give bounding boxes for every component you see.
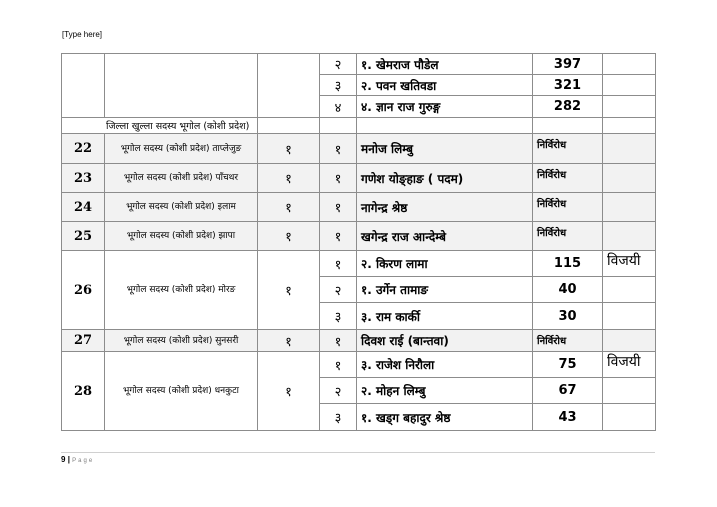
footer-divider <box>61 452 655 453</box>
serial-cell: १ <box>320 330 357 352</box>
serial-cell: ३ <box>320 303 357 330</box>
serial-cell: २ <box>320 277 357 303</box>
seat-count: १ <box>258 251 320 330</box>
serial-cell: ३ <box>320 404 357 431</box>
vote-count: 43 <box>533 404 603 431</box>
unopposed-label: निर्विरोध <box>533 193 603 222</box>
candidate-name: १. खेमराज पौडेल <box>357 54 533 75</box>
unopposed-label: निर्विरोध <box>533 222 603 251</box>
candidate-name: खगेन्द्र राज आन्देम्बे <box>357 222 533 251</box>
serial-cell: १ <box>320 352 357 378</box>
candidate-name: २. किरण लामा <box>357 251 533 277</box>
candidate-name: ३. राजेश निरौला <box>357 352 533 378</box>
seat-count: १ <box>258 330 320 352</box>
candidate-name: १. उर्गेन तामाङ <box>357 277 533 303</box>
section-heading-row <box>62 118 656 134</box>
vote-count: 321 <box>533 75 603 96</box>
row-number: 23 <box>62 164 105 193</box>
row-number: 28 <box>62 352 105 431</box>
section-heading: जिल्ला खुल्ला सदस्य भूगोल (कोशी प्रदेश) <box>62 118 258 134</box>
vote-count: 67 <box>533 378 603 404</box>
serial-cell: ४ <box>320 96 357 118</box>
unopposed-label: निर्विरोध <box>533 134 603 164</box>
table-row <box>62 330 656 352</box>
seat-count: १ <box>258 193 320 222</box>
seat-count: १ <box>258 222 320 251</box>
post-name: भूगोल सदस्य (कोशी प्रदेश) इलाम <box>105 193 258 222</box>
row-number: 25 <box>62 222 105 251</box>
candidate-name: २. मोहन लिम्बु <box>357 378 533 404</box>
serial-cell: १ <box>320 222 357 251</box>
row-number: 22 <box>62 134 105 164</box>
candidate-name: गणेश योङ्हाङ ( पदम) <box>357 164 533 193</box>
table-row <box>62 193 656 222</box>
candidate-name: दिवश राई (बान्तवा) <box>357 330 533 352</box>
candidate-name: २. पवन खतिवडा <box>357 75 533 96</box>
table-row <box>62 251 656 277</box>
winner-label: विजयी <box>603 352 656 378</box>
serial-cell: १ <box>320 134 357 164</box>
candidate-name: ४. ज्ञान राज गुरुङ्ग <box>357 96 533 118</box>
page-footer <box>61 455 94 464</box>
page-header: [Type here] <box>62 30 103 39</box>
table-row <box>62 222 656 251</box>
row-number: 24 <box>62 193 105 222</box>
unopposed-label: निर्विरोध <box>533 164 603 193</box>
post-name: भूगोल सदस्य (कोशी प्रदेश) झापा <box>105 222 258 251</box>
vote-count: 30 <box>533 303 603 330</box>
serial-cell: १ <box>320 164 357 193</box>
row-number: 27 <box>62 330 105 352</box>
candidate-name: १. खड्ग बहादुर श्रेष्ठ <box>357 404 533 431</box>
footer-separator: | <box>67 455 70 464</box>
page-label: Page <box>72 458 95 464</box>
table-row <box>62 54 656 75</box>
post-name: भूगोल सदस्य (कोशी प्रदेश) पाँचथर <box>105 164 258 193</box>
post-name: भूगोल सदस्य (कोशी प्रदेश) ताप्लेजुङ <box>105 134 258 164</box>
vote-count: 75 <box>533 352 603 378</box>
row-number: 26 <box>62 251 105 330</box>
table-row <box>62 134 656 164</box>
seat-count: १ <box>258 134 320 164</box>
post-name: भूगोल सदस्य (कोशी प्रदेश) मोरङ <box>105 251 258 330</box>
vote-count: 40 <box>533 277 603 303</box>
serial-cell: १ <box>320 251 357 277</box>
page-number: 9 <box>61 455 66 464</box>
vote-count: 115 <box>533 251 603 277</box>
candidate-name: नागेन्द्र श्रेष्ठ <box>357 193 533 222</box>
seat-count: १ <box>258 164 320 193</box>
vote-count: 282 <box>533 96 603 118</box>
serial-cell: २ <box>320 378 357 404</box>
post-name: भूगोल सदस्य (कोशी प्रदेश) सुनसरी <box>105 330 258 352</box>
serial-cell: २ <box>320 54 357 75</box>
serial-cell: १ <box>320 193 357 222</box>
winner-label: विजयी <box>603 251 656 277</box>
unopposed-label: निर्विरोध <box>533 330 603 352</box>
serial-cell: ३ <box>320 75 357 96</box>
election-results-table <box>61 53 656 431</box>
candidate-name: मनोज लिम्बु <box>357 134 533 164</box>
candidate-name: ३. राम कार्की <box>357 303 533 330</box>
post-name: भूगोल सदस्य (कोशी प्रदेश) धनकुटा <box>105 352 258 431</box>
vote-count: 397 <box>533 54 603 75</box>
table-row <box>62 352 656 378</box>
seat-count: १ <box>258 352 320 431</box>
table-row <box>62 164 656 193</box>
